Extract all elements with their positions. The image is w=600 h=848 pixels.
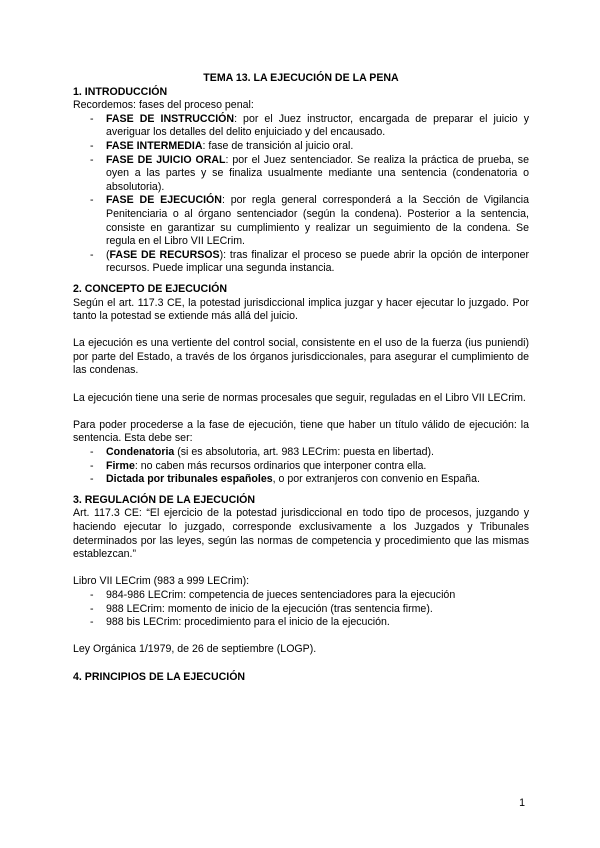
paragraph: Según el art. 117.3 CE, la potestad jurisdiccional implica juzgar y hacer ejecutar lo juzgado. Por tanto la potestad se extiende más allá del juicio. bbox=[73, 296, 529, 323]
paragraph: Libro VII LECrim (983 a 999 LECrim): bbox=[73, 575, 250, 588]
list-item: - (FASE DE RECURSOS): tras finalizar el proceso se puede abrir la opción de interponer recursos. Puede implicar una segunda instancia. bbox=[90, 248, 530, 275]
paragraph: La ejecución tiene una serie de normas procesales que seguir, reguladas en el Libro VII LECrim. bbox=[73, 391, 526, 404]
page-number: 1 bbox=[519, 797, 525, 809]
list-item: - 988 LECrim: momento de inicio de la ejecución (tras sentencia firme). bbox=[90, 602, 433, 615]
paragraph: Art. 117.3 CE: “El ejercicio de la potestad jurisdiccional en todo tipo de procesos, juzgando y haciendo ejecutar lo juzgado, corresponde exclusivamente a los Juzgados y Tribunales determinados por las leyes, según las normas de competencia y procedimiento que las mismas establezcan.” bbox=[73, 507, 529, 561]
phases-list bbox=[73, 113, 529, 276]
list-item: - FASE INTERMEDIA: fase de transición al juicio oral. bbox=[90, 139, 354, 152]
list-item: - 988 bis LECrim: procedimiento para el inicio de la ejecución. bbox=[90, 616, 390, 629]
paragraph: La ejecución es una vertiente del control social, consistente en el uso de la fuerza (ius puniendi) por parte del Estado, a través de los órganos jurisdiccionales, para asegurar el cumplimiento de las condenas. bbox=[73, 337, 529, 377]
sentence-requirements-list bbox=[73, 446, 529, 487]
section-heading-regulacion: 3. REGULACIÓN DE LA EJECUCIÓN bbox=[73, 493, 256, 506]
paragraph: Ley Orgánica 1/1979, de 26 de septiembre (LOGP). bbox=[73, 643, 317, 656]
list-item: - Condenatoria (si es absolutoria, art. 983 LECrim: puesta en libertad). bbox=[90, 446, 434, 459]
paragraph: Para poder procederse a la fase de ejecución, tiene que haber un título válido de ejecución: la sentencia. Esta debe ser: bbox=[73, 418, 529, 445]
list-item: - Firme: no caben más recursos ordinarios que interponer contra ella. bbox=[90, 459, 427, 472]
document-title: TEMA 13. LA EJECUCIÓN DE LA PENA bbox=[203, 72, 399, 84]
list-item: - FASE DE EJECUCIÓN: por regla general corresponderá a la Sección de Vigilancia Penitenciaria o al órgano sentenciador (según la condena). Posterior a la sentencia, consiste en garantizar su cumplimiento y realizar un seguimiento de la condena. Se regula en el Libro VII LECrim. bbox=[90, 194, 529, 248]
intro-text: Recordemos: fases del proceso penal: bbox=[73, 99, 254, 112]
section-heading-introduccion: 1. INTRODUCCIÓN bbox=[73, 85, 168, 98]
list-item: - FASE DE INSTRUCCIÓN: por el Juez instructor, encargada de preparar el juicio y averiguar los detalles del delito enjuiciado y del encausado. bbox=[90, 112, 529, 139]
list-item: - 984-986 LECrim: competencia de jueces sentenciadores para la ejecución bbox=[90, 588, 456, 601]
section-heading-concepto: 2. CONCEPTO DE EJECUCIÓN bbox=[73, 282, 228, 295]
list-item: - FASE DE JUICIO ORAL: por el Juez sentenciador. Se realiza la práctica de prueba, se oyen a las partes y se finaliza usualmente mediante una sentencia (condenatoria o absolutoria). bbox=[90, 153, 529, 193]
page-content bbox=[73, 72, 529, 684]
lecrim-articles-list bbox=[73, 589, 529, 630]
section-heading-principios: 4. PRINCIPIOS DE LA EJECUCIÓN bbox=[73, 670, 246, 683]
list-item: - Dictada por tribunales españoles, o por extranjeros con convenio en España. bbox=[90, 473, 480, 486]
